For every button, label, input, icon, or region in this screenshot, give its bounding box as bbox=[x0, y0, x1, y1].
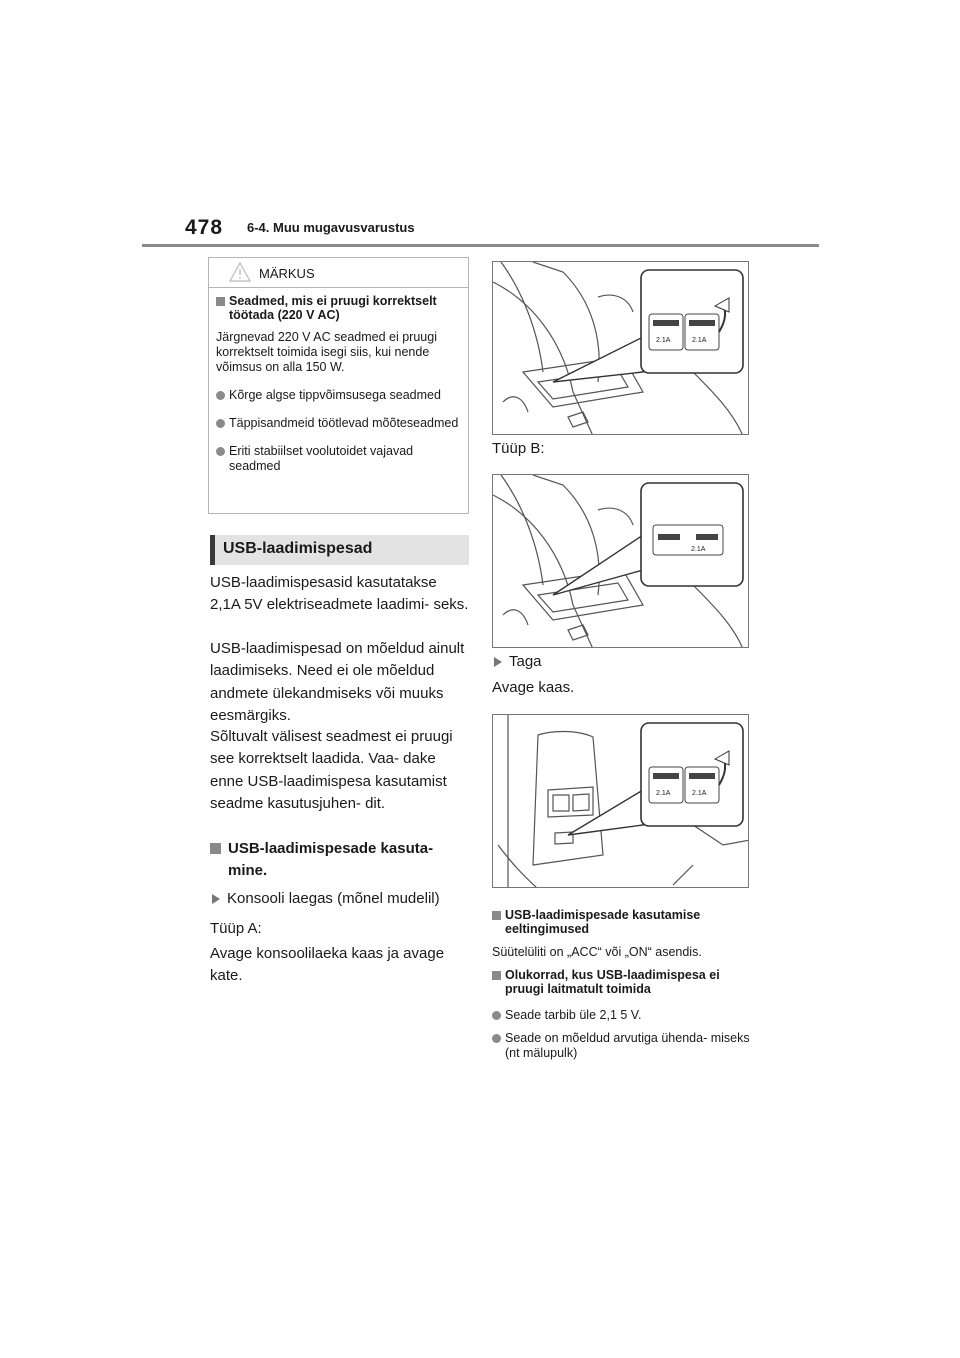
paragraph-charging-only: USB-laadimispesad on mõeldud ainult laadimiseks. Need ei ole mõeldud andmete ülekandmiseks või muuks eesmärgiks. bbox=[210, 640, 465, 724]
paragraph-device-note: Sõltuvalt välisest seadmest ei pruugi see korrektselt laadida. Vaa- dake enne USB-laadimispesa kasutamist seadme kasutusjuhen- dit. bbox=[210, 728, 453, 812]
usb-label: 2.1A bbox=[692, 337, 707, 344]
type-b-label: Tüüp B: bbox=[492, 440, 545, 457]
header-divider bbox=[142, 244, 819, 247]
conditions-text: Süütelüliti on „ACC“ või „ON“ asendis. bbox=[492, 945, 702, 959]
section-heading-text: USB-laadimispesad bbox=[223, 540, 373, 557]
console-illustration bbox=[493, 262, 749, 435]
figure-console-type-a bbox=[492, 261, 749, 435]
console-illustration bbox=[493, 475, 749, 648]
notice-header bbox=[209, 258, 468, 288]
notice-text: Järgnevad 220 V AC seadmed ei pruugi korrektselt toimida isegi siis, kui nende võimsus on alla 150 W. bbox=[216, 330, 437, 374]
notice-title: MÄRKUS bbox=[259, 266, 315, 281]
conditions-heading: USB-laadimispesade kasutamise eeltingimused bbox=[492, 908, 752, 936]
notice-bullet: Kõrge algse tippvõimsusega seadmed bbox=[216, 388, 461, 403]
figure-rear-usb bbox=[492, 714, 749, 888]
type-a-instruction: Avage konsoolilaeka kaas ja avage kate. bbox=[210, 945, 445, 985]
usb-label: 2.1A bbox=[656, 790, 671, 797]
usb-label: 2.1A bbox=[692, 790, 707, 797]
paragraph-usage: USB-laadimispesasid kasutatakse 2,1A 5V elektriseadmete laadimi- seks. bbox=[210, 574, 469, 614]
notice-subheading: Seadmed, mis ei pruugi korrektselt töötada (220 V AC) bbox=[216, 294, 461, 322]
notice-bullet: Eriti stabiilset voolutoidet vajavad seadmed bbox=[216, 444, 461, 474]
page-header bbox=[185, 216, 825, 246]
usb-label: 2.1A bbox=[656, 337, 671, 344]
usb-label: 2.1A bbox=[691, 546, 706, 553]
failure-bullet: Seade tarbib üle 2,1 5 V. bbox=[492, 1008, 752, 1023]
figure-console-type-b bbox=[492, 474, 749, 648]
failure-bullet: Seade on mõeldud arvutiga ühenda- miseks (nt mälupulk) bbox=[492, 1031, 752, 1061]
rear-item: Taga bbox=[492, 653, 542, 670]
type-a-label: Tüüp A: bbox=[210, 920, 262, 937]
section-title: 6-4. Muu mugavusvarustus bbox=[247, 220, 415, 235]
warning-triangle-icon bbox=[229, 262, 251, 282]
console-box-item: Konsooli laegas (mõnel mudelil) bbox=[210, 890, 440, 907]
rear-console-illustration bbox=[493, 715, 749, 888]
notice-box bbox=[208, 257, 469, 514]
rear-instruction: Avage kaas. bbox=[492, 679, 575, 696]
notice-bullet: Täppisandmeid töötlevad mõõteseadmed bbox=[216, 416, 461, 431]
section-heading bbox=[210, 535, 469, 565]
page-number: 478 bbox=[185, 216, 224, 239]
usage-subheading: USB-laadimispesade kasuta- mine. bbox=[210, 838, 470, 882]
failure-heading: Olukorrad, kus USB-laadimispesa ei pruugi laitmatult toimida bbox=[492, 968, 752, 996]
